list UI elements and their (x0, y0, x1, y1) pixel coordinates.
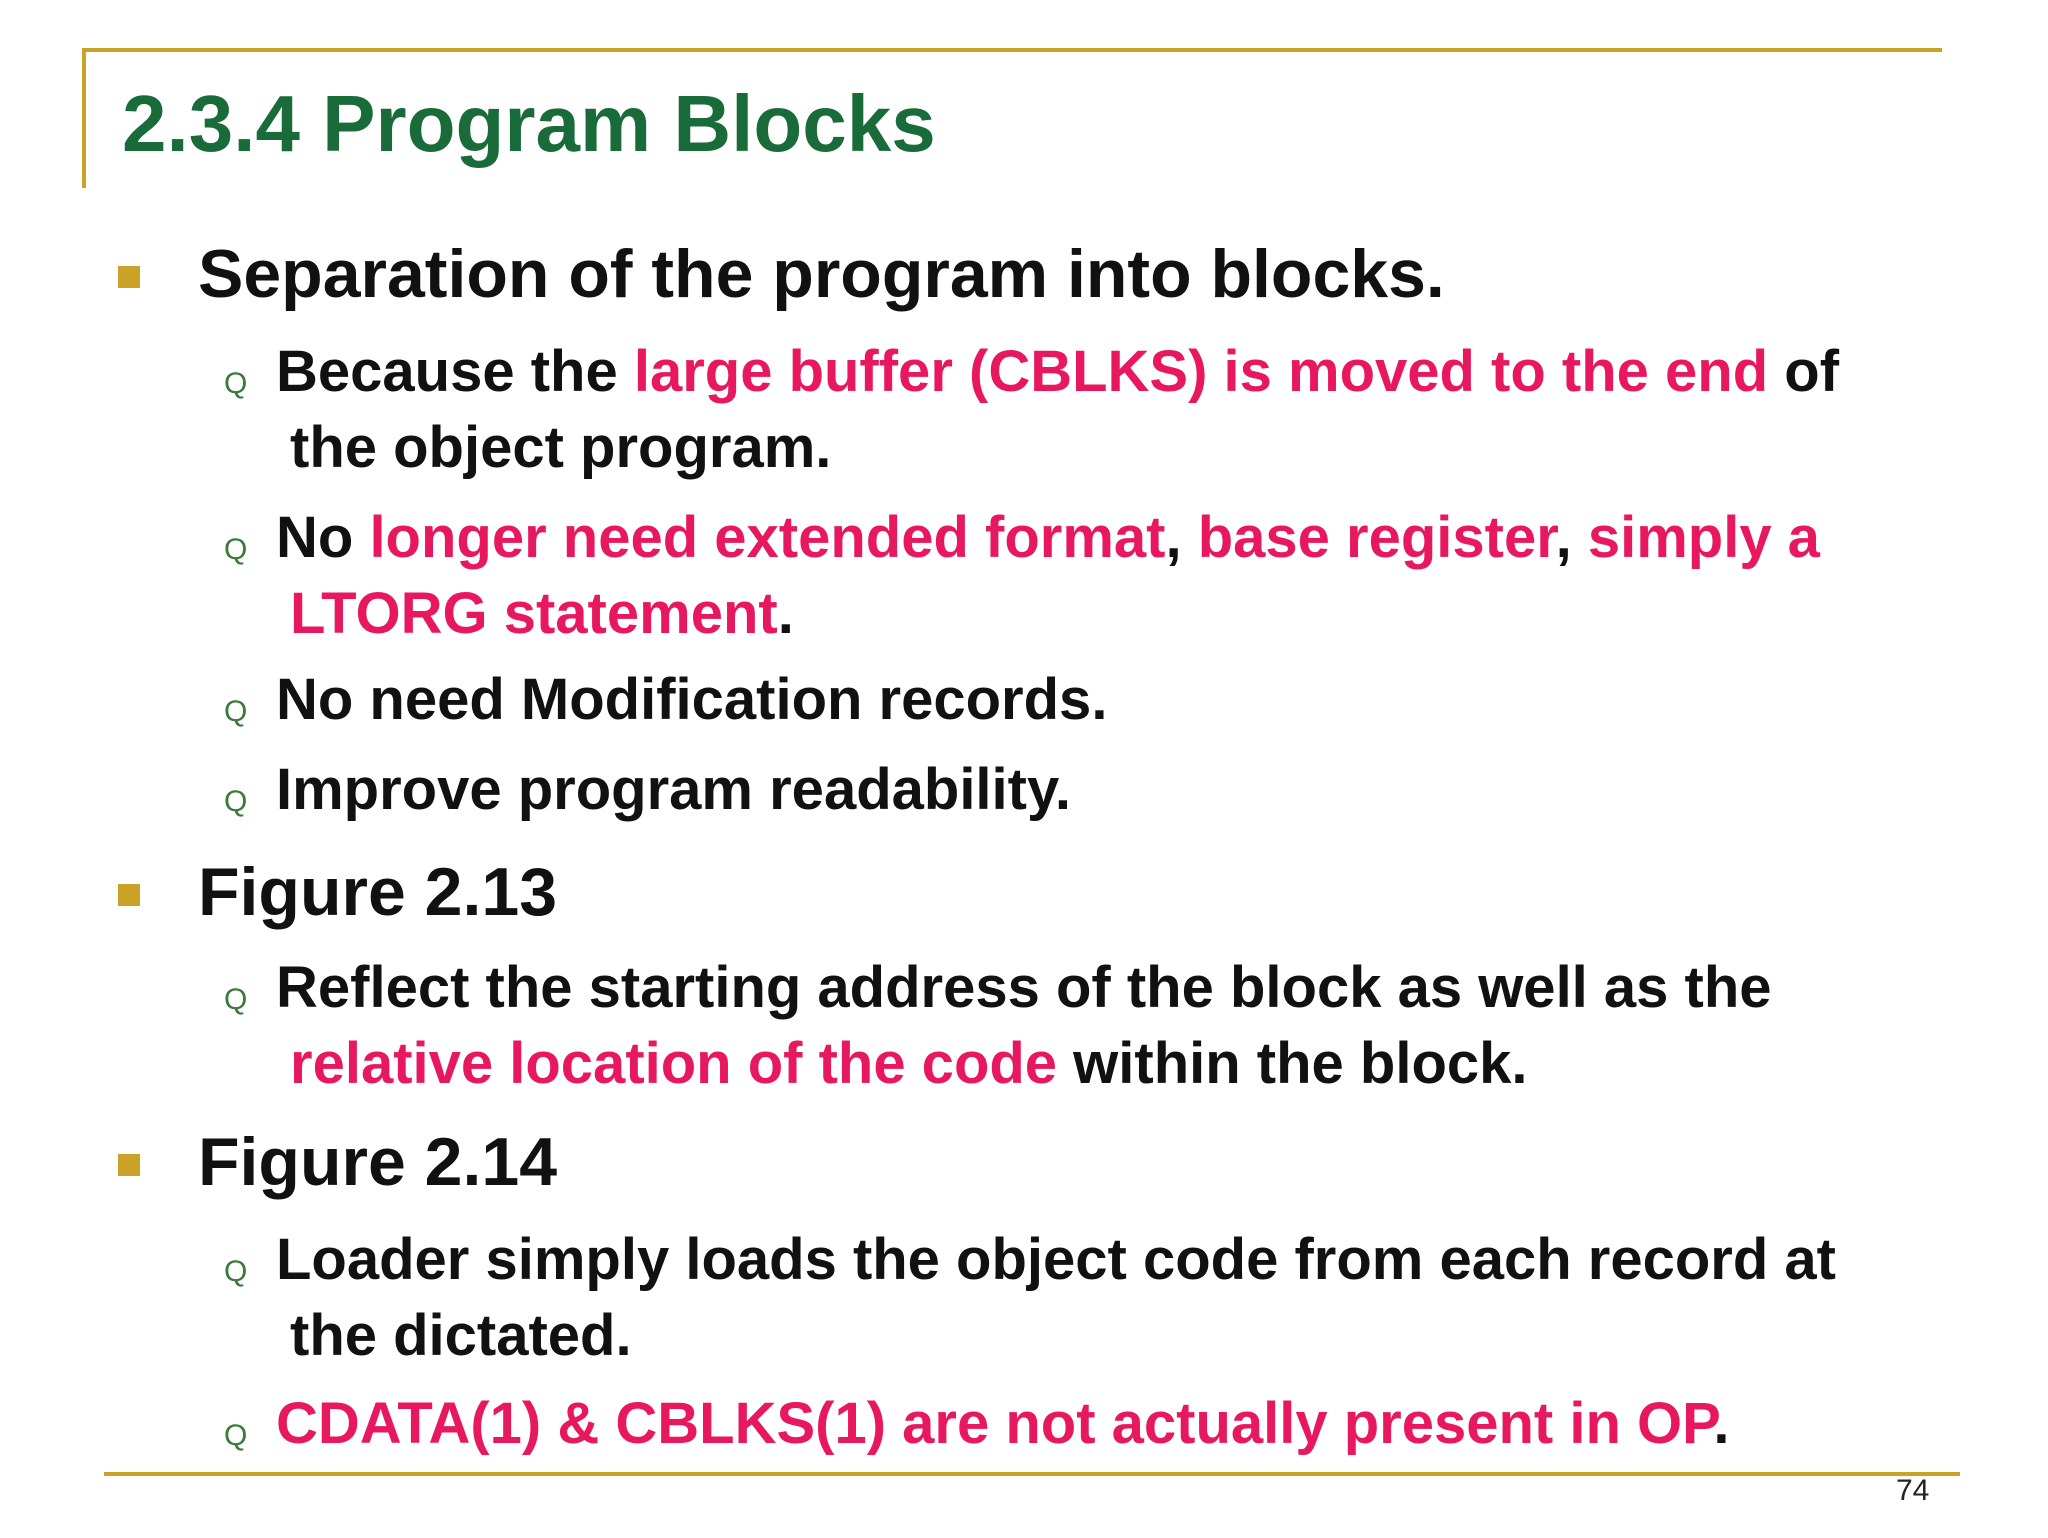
sub-bullet-2-1: Q Reflect the starting address of the block as well as the relative location of the code within the block. (224, 955, 1772, 1096)
slide: 2.3.4 Program Blocks Separation of the program into blocks. Q Because the large buffer (CBLKS) is moved to the end of the object program. Q No longer need extended format, base register, simply a LTORG statement. Q No need Modification records. Q Improve program readability. Figure 2.13 Q Reflect the starting address of the block as well as the relative location of the code within the block. Figure 2.14 Q Loader simply loads the object code from each record at the dictated. Q CDATA(1) & CBLKS(1) are not actually present in OP. 74 (0, 0, 2048, 1538)
square-bullet-icon (118, 1154, 140, 1176)
sub-bullet-1-2: Q No longer need extended format, base register, simply a LTORG statement. (224, 505, 1820, 646)
slide-title: 2.3.4 Program Blocks (122, 79, 936, 168)
square-bullet-icon (118, 884, 140, 906)
sub-bullet-1-4: Q Improve program readability. (224, 752, 1944, 828)
q-bullet-icon: Q (224, 983, 248, 1016)
bottom-rule (104, 1472, 1960, 1476)
q-bullet-icon: Q (224, 695, 248, 728)
q-bullet-icon: Q (224, 785, 248, 818)
left-rule (82, 48, 86, 188)
sub-bullet-3-1: Q Loader simply loads the object code from each record at the dictated. (224, 1227, 1836, 1368)
sub-bullet-3-2: Q CDATA(1) & CBLKS(1) are not actually present in OP. (224, 1386, 1944, 1462)
square-bullet-icon (118, 266, 140, 288)
q-bullet-icon: Q (224, 533, 248, 566)
top-rule (82, 48, 1942, 52)
sub-bullet-1-1: Q Because the large buffer (CBLKS) is moved to the end of the object program. (224, 339, 1840, 480)
q-bullet-icon: Q (224, 1255, 248, 1288)
q-bullet-icon: Q (224, 1419, 248, 1452)
page-number: 74 (1896, 1474, 1930, 1507)
sub-bullet-1-3: Q No need Modification records. (224, 662, 1944, 738)
q-bullet-icon: Q (224, 367, 248, 400)
